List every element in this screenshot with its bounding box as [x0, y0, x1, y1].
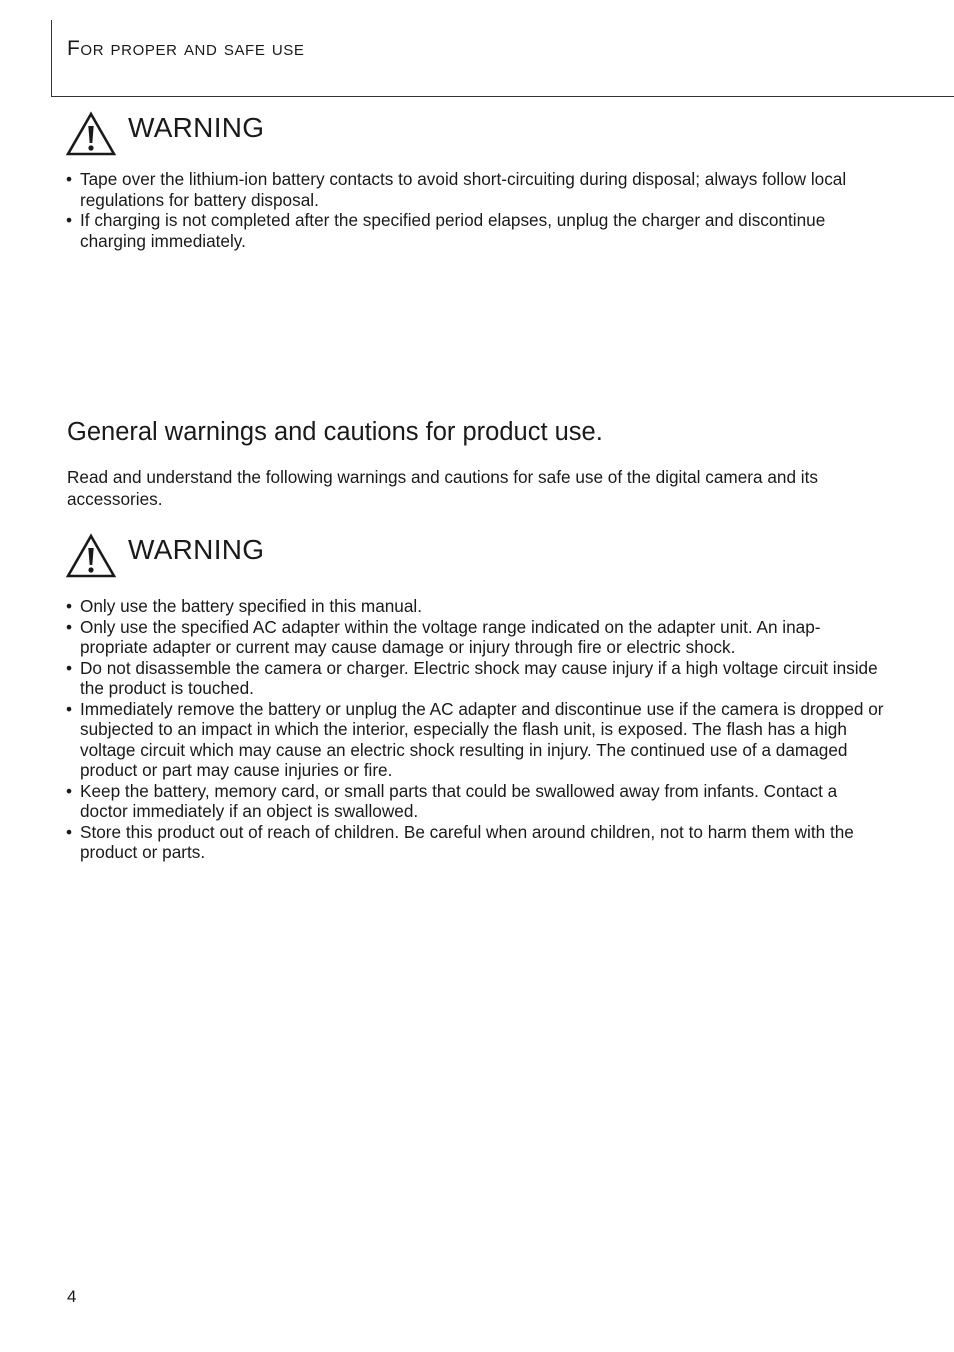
list-item: • Store this product out of reach of children. Be careful when around children, not to harm them with the product or parts. [66, 821, 854, 862]
list-item: • Only use the specified AC adapter within the voltage range indicated on the adapter unit. An inap-propriate adapter or current may cause damage or injury through fire or electric shock. [66, 616, 821, 657]
warning-list-2 [66, 596, 888, 863]
warning-list-1 [66, 169, 888, 251]
header-divider-vertical [51, 20, 52, 97]
list-item: • Immediately remove the battery or unplug the AC adapter and discontinue use if the camera is dropped or subjected to an impact in which the interior, especially the flash unit, is exposed. The flash has a high voltage circuit which may cause an electric shock resulting in injury. The continued use of a damaged product or part may cause injuries or fire. [66, 698, 884, 780]
list-item: • Tape over the lithium-ion battery contacts to avoid short-circuiting during disposal; always follow local regulations for battery disposal. [66, 169, 847, 210]
header-divider-horizontal [51, 96, 954, 97]
running-head: For proper and safe use [67, 37, 305, 60]
section-title: General warnings and cautions for product use. [67, 418, 603, 446]
warning-title: WARNING [128, 534, 265, 565]
list-item: • Keep the battery, memory card, or small parts that could be swallowed away from infants. Contact a doctor immediately if an object is swallowed. [66, 780, 838, 821]
warning-title: WARNING [128, 112, 265, 143]
list-item: • Do not disassemble the camera or charger. Electric shock may cause injury if a high voltage circuit inside the product is touched. [66, 657, 878, 698]
list-item: • If charging is not completed after the specified period elapses, unplug the charger and discontinue charging immediately. [66, 210, 826, 251]
warning-triangle-icon [66, 111, 116, 157]
page-number: 4 [67, 1287, 77, 1306]
warning-triangle-icon [66, 533, 116, 579]
section-intro: Read and understand the following warnings and cautions for safe use of the digital camera and its accessories. [67, 467, 818, 509]
list-item: • Only use the battery specified in this manual. [66, 596, 423, 616]
